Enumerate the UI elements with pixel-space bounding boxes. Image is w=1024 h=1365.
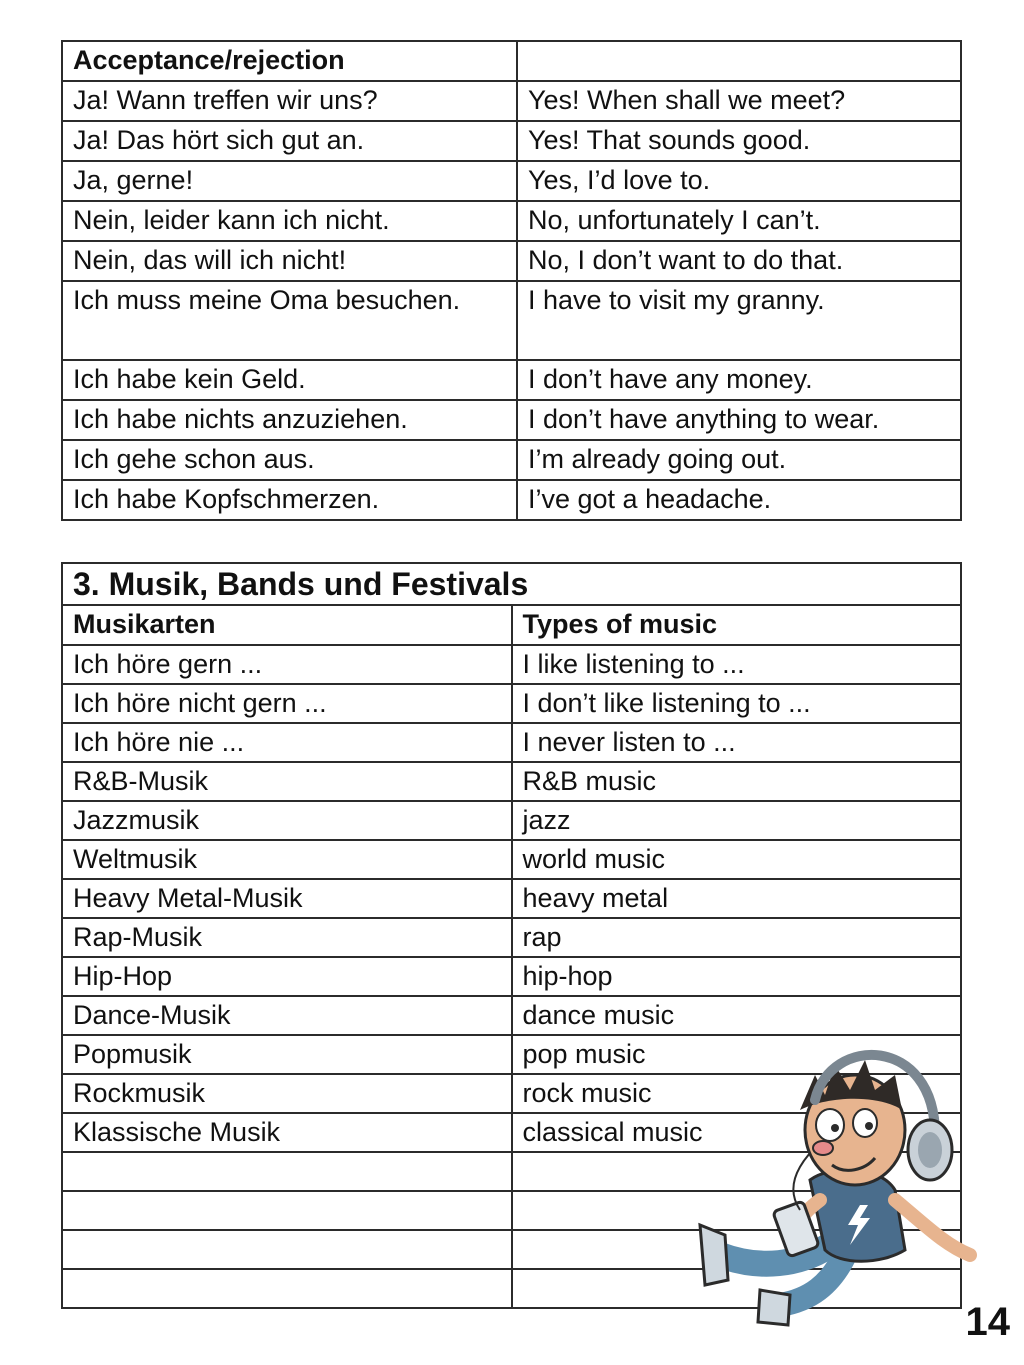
- table-row: [62, 400, 961, 440]
- english-translation: world music: [512, 840, 962, 879]
- acceptance-rejection-table: [61, 40, 962, 521]
- table-row: [62, 121, 961, 161]
- english-translation: rap: [512, 918, 962, 957]
- english-translation: I’ve got a headache.: [517, 480, 961, 520]
- empty-cell: [62, 1230, 512, 1269]
- page-number: 14: [965, 1300, 1010, 1344]
- table-row: [62, 684, 961, 723]
- table-row: [62, 241, 961, 281]
- table-row: [62, 81, 961, 121]
- german-phrase: Ja! Das hört sich gut an.: [62, 121, 517, 161]
- english-translation: Yes! That sounds good.: [517, 121, 961, 161]
- english-translation: pop music: [512, 1035, 962, 1074]
- german-phrase: Ja, gerne!: [62, 161, 517, 201]
- german-phrase: Ich habe kein Geld.: [62, 360, 517, 400]
- english-translation: jazz: [512, 801, 962, 840]
- german-phrase: Rockmusik: [62, 1074, 512, 1113]
- english-translation: hip-hop: [512, 957, 962, 996]
- table-header-row: [62, 41, 961, 81]
- german-phrase: Jazzmusik: [62, 801, 512, 840]
- empty-cell: [62, 1191, 512, 1230]
- german-phrase: Ich höre nie ...: [62, 723, 512, 762]
- german-phrase: Ja! Wann treffen wir uns?: [62, 81, 517, 121]
- english-translation: I have to visit my granny.: [517, 281, 961, 360]
- english-translation: I don’t like listening to ...: [512, 684, 962, 723]
- english-translation: R&B music: [512, 762, 962, 801]
- section-title: 3. Musik, Bands und Festivals: [62, 563, 961, 605]
- table-row: [62, 281, 961, 360]
- boy-with-headphones-illustration: [680, 1040, 980, 1330]
- german-phrase: Ich habe nichts anzuziehen.: [62, 400, 517, 440]
- english-translation: I like listening to ...: [512, 645, 962, 684]
- german-phrase: Ich höre nicht gern ...: [62, 684, 512, 723]
- table-row: [62, 440, 961, 480]
- section-title-row: [62, 563, 961, 605]
- table-row: [62, 840, 961, 879]
- english-translation: rock music: [512, 1074, 962, 1113]
- table-row: [62, 201, 961, 241]
- german-phrase: Popmusik: [62, 1035, 512, 1074]
- english-translation: heavy metal: [512, 879, 962, 918]
- table-row: [62, 161, 961, 201]
- table-row: [62, 360, 961, 400]
- german-phrase: R&B-Musik: [62, 762, 512, 801]
- german-phrase: Heavy Metal-Musik: [62, 879, 512, 918]
- german-phrase: Weltmusik: [62, 840, 512, 879]
- german-phrase: Ich habe Kopfschmerzen.: [62, 480, 517, 520]
- table-row: [62, 879, 961, 918]
- german-phrase: Ich muss meine Oma besuchen.: [62, 281, 517, 360]
- header-cell-german: Musikarten: [62, 605, 512, 645]
- empty-cell: [62, 1152, 512, 1191]
- english-translation: I don’t have any money.: [517, 360, 961, 400]
- german-phrase: Hip-Hop: [62, 957, 512, 996]
- english-translation: I’m already going out.: [517, 440, 961, 480]
- english-translation: classical music: [512, 1113, 962, 1152]
- table-row: [62, 762, 961, 801]
- table-row: [62, 801, 961, 840]
- english-translation: Yes, I’d love to.: [517, 161, 961, 201]
- german-phrase: Nein, leider kann ich nicht.: [62, 201, 517, 241]
- header-cell-german: Acceptance/rejection: [62, 41, 517, 81]
- table-row: [62, 957, 961, 996]
- english-translation: I never listen to ...: [512, 723, 962, 762]
- table-header-row: [62, 605, 961, 645]
- table-row: [62, 480, 961, 520]
- empty-cell: [62, 1269, 512, 1308]
- header-cell-english: [517, 41, 961, 81]
- german-phrase: Rap-Musik: [62, 918, 512, 957]
- english-translation: I don’t have anything to wear.: [517, 400, 961, 440]
- german-phrase: Klassische Musik: [62, 1113, 512, 1152]
- german-phrase: Ich höre gern ...: [62, 645, 512, 684]
- german-phrase: Ich gehe schon aus.: [62, 440, 517, 480]
- english-translation: dance music: [512, 996, 962, 1035]
- english-translation: No, unfortunately I can’t.: [517, 201, 961, 241]
- table-row: [62, 645, 961, 684]
- table-row: [62, 918, 961, 957]
- table-row: [62, 723, 961, 762]
- english-translation: No, I don’t want to do that.: [517, 241, 961, 281]
- german-phrase: Nein, das will ich nicht!: [62, 241, 517, 281]
- header-cell-english: Types of music: [512, 605, 962, 645]
- table-row: [62, 996, 961, 1035]
- german-phrase: Dance-Musik: [62, 996, 512, 1035]
- english-translation: Yes! When shall we meet?: [517, 81, 961, 121]
